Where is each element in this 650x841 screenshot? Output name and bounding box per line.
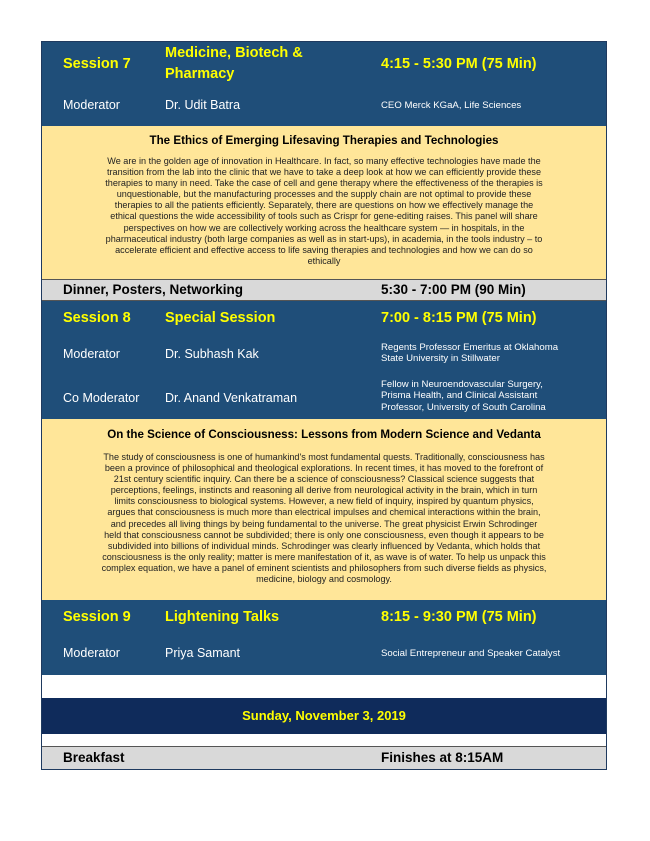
dinner-label: Dinner, Posters, Networking [63,282,244,297]
session-9-time: 8:15 - 9:30 PM (75 Min) [381,609,537,625]
session-9-moderator-affiliation: Social Entrepreneur and Speaker Catalyst [381,648,561,659]
session-8-moderator-name: Dr. Subhash Kak [165,347,259,361]
abstract-line: limits consciousness to biological systems. However, a new field of inquiry, inspired by quantum physics, [114,496,534,507]
session-9-block [42,600,606,675]
session-7-title-line2: Pharmacy [165,66,235,82]
session-8-abstract [64,452,584,585]
session-9-moderator-name: Priya Samant [165,646,241,660]
abstract-line: consciousness is the only reality; matter is mere manifestation of it, as wave is of water. To help us unpack this [102,551,546,562]
session-9-title: Lightening Talks [165,609,280,625]
breakfast-label: Breakfast [63,750,125,765]
session-8-title: Special Session [165,310,276,326]
session-7-talk-title: The Ethics of Emerging Lifesaving Therapies and Technologies [149,134,499,147]
session-7-abstract-block [42,126,606,279]
schedule-page [41,41,607,770]
abstract-line: subdivided into billions of individual minds. Schrodinger was clearly influenced by Vedanta, which holds that [107,540,541,551]
affiliation-line: Professor, University of South Carolina [381,401,546,413]
abstract-line: ethically [307,255,341,266]
abstract-line: pharmaceutical industry (both large companies as well as in start-ups), in academia, in the tools industry – to [105,233,543,244]
affiliation-line: Fellow in Neuroendovascular Surgery, [381,379,543,390]
session-8-talk-title: On the Science of Consciousness: Lessons from Modern Science and Vedanta [107,428,541,441]
session-7-block [42,42,606,126]
day-header: Sunday, November 3, 2019 [242,708,406,723]
session-8-abstract-block [42,419,606,600]
session-9-label: Session 9 [63,609,131,625]
session-7-time: 4:15 - 5:30 PM (75 Min) [381,56,537,72]
dinner-row [42,279,606,301]
abstract-line: ethical questions the wide accessibility of tools such as Crispr for gene-editing raises. This panel will share [110,211,538,222]
session-8-moderator-affiliation [381,342,558,365]
session-7-moderator-label: Moderator [63,98,120,112]
abstract-line: perceptions, feelings, instincts and reasoning all derive from neurological activity in the brain, which in turn [110,485,538,496]
abstract-line: therapies to many in need. Take the case of cell and gene therapy where the effectiveness of the therapies is [105,178,543,189]
session-8-co-moderator-name: Dr. Anand Venkatraman [165,391,298,405]
session-7-label: Session 7 [63,56,131,72]
abstract-line: medicine, biology and cosmology. [256,574,392,585]
session-7-moderator-name: Dr. Udit Batra [165,98,241,112]
affiliation-line: State University in Stillwater [381,353,500,365]
affiliation-line: Prisma Health, and Clinical Assistant [381,390,538,402]
session-7-abstract [64,156,584,267]
abstract-line: been a province of philosophical and theological explorations. In recent times, it has moved to the forefront of [104,463,544,474]
abstract-line: 21st century scientific inquiry. Can there be a science of consciousness? Classical science suggests that [113,474,535,485]
spacer-row [42,734,606,746]
session-8-co-moderator-label: Co Moderator [63,391,140,405]
abstract-line: transition from the lab into the clinic that we have to take a deep look at how we can efficiently provide these [106,167,542,178]
session-9-moderator-label: Moderator [63,646,120,660]
abstract-line: complex equation, we have a panel of eminent scientists and philosophers from such diverse fields as physics, [101,562,547,573]
session-8-label: Session 8 [63,310,131,326]
abstract-line: perspectives on how we are collectively working across the healthcare system — in hospitals, in the [123,222,525,233]
day-header-row [42,698,606,734]
abstract-line: therapies to all the patients efficiently. Separately, there are questions on how we effectively manage the [114,200,534,211]
abstract-line: The study of consciousness is one of humankind's most fundamental quests. Traditionally, consciousness has [103,452,545,462]
session-7-title-line1: Medicine, Biotech & [165,45,303,61]
dinner-time: 5:30 - 7:00 PM (90 Min) [381,282,526,297]
breakfast-row [42,746,606,770]
session-7-moderator-affiliation: CEO Merck KGaA, Life Sciences [381,100,522,111]
abstract-line: We are in the golden age of innovation in Healthcare. In fact, so many effective technologies have made the [107,156,541,166]
session-8-block [42,301,606,419]
session-8-co-moderator-affiliation [381,379,546,413]
spacer-row [42,675,606,698]
breakfast-time: Finishes at 8:15AM [381,750,504,765]
affiliation-line: Regents Professor Emeritus at Oklahoma [381,342,559,353]
abstract-line: accelerate efficient and effective access to life saving therapies and technologies and how we can do so [115,244,533,255]
session-8-time: 7:00 - 8:15 PM (75 Min) [381,310,537,326]
abstract-line: and precedes all living things by being fundamental to the universe. The great physicist Erwin Schrodinger [110,518,538,529]
abstract-line: held that consciousness cannot be subdivided; there is only one consciousness, even though it appears to be [104,529,544,540]
abstract-line: argues that consciousness is much more than electrical impulses and chemical interactions within the brain, [107,507,541,518]
abstract-line: unquestionable, but the manufacturing processes and the supply chain are not optimal to provide these [116,189,532,200]
session-8-moderator-label: Moderator [63,347,120,361]
